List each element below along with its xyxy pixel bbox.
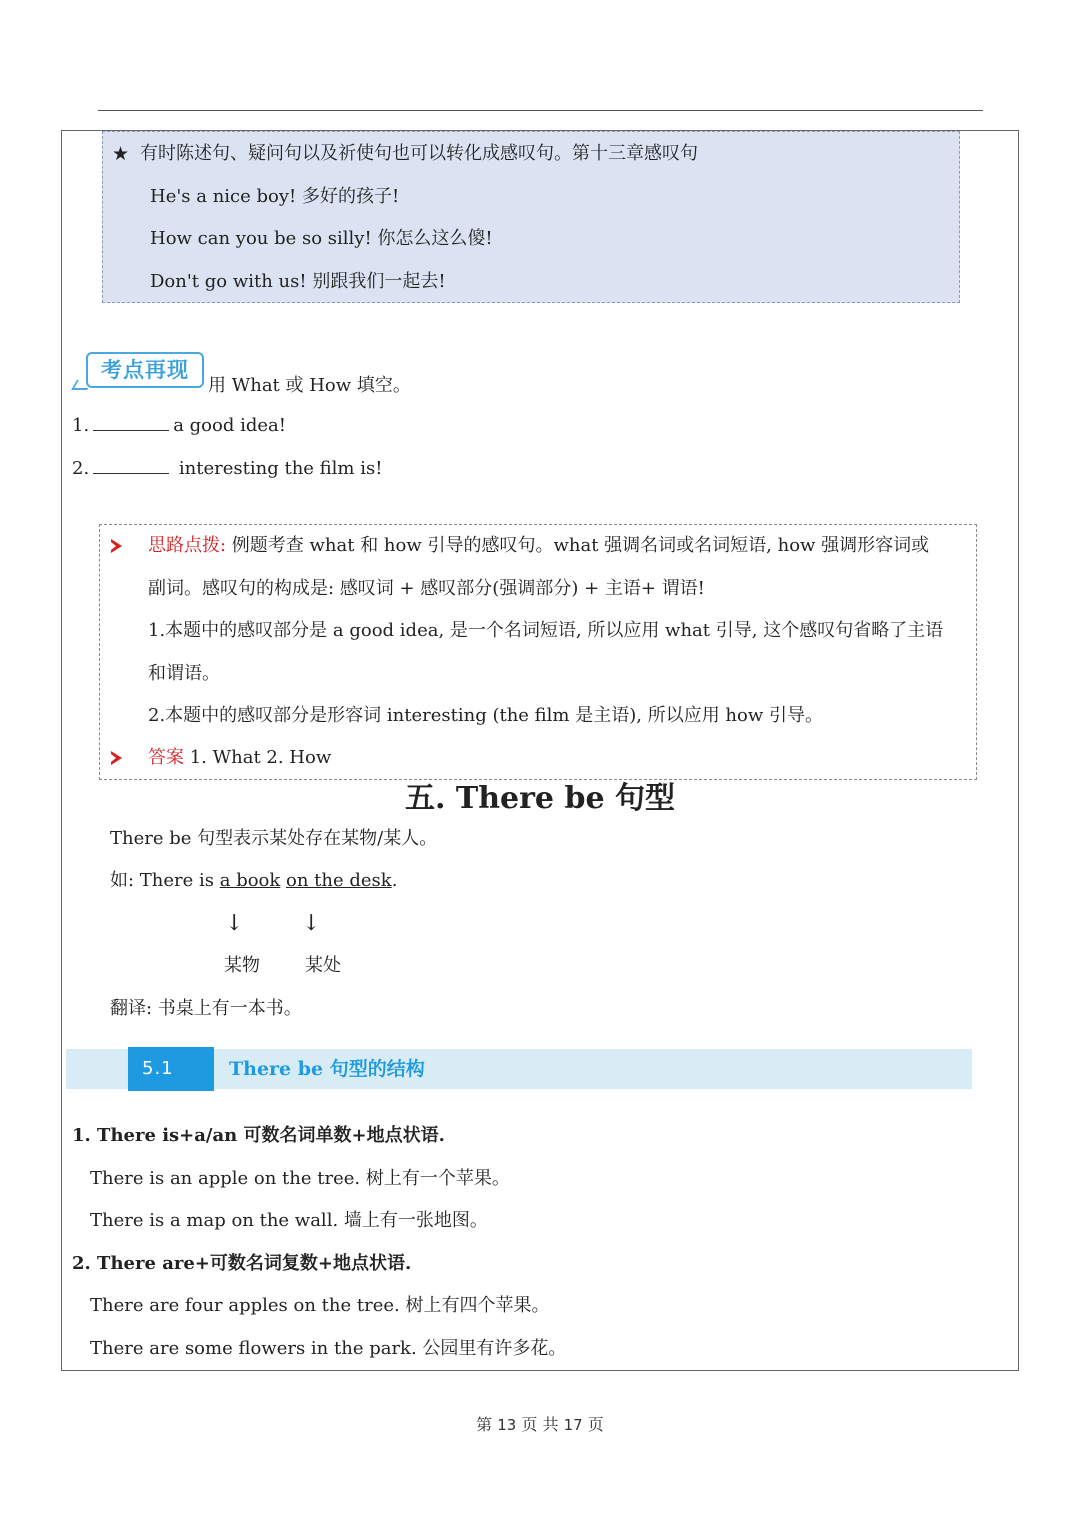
question-text: a good idea!: [173, 415, 286, 436]
exercise-instruction: 用 What 或 How 填空。: [208, 375, 411, 396]
kaodian-badge: [72, 350, 208, 394]
note-example: How can you be so silly! 你怎么这么傻!: [150, 228, 493, 249]
section-title: 五. There be 句型: [405, 781, 675, 816]
answer-label: 答案: [148, 747, 184, 768]
question-2: [72, 456, 382, 481]
tip-line: 1.本题中的感叹部分是 a good idea, 是一个名词短语, 所以应用 what 引导, 这个感叹句省略了主语: [148, 620, 944, 641]
total-pages: 17: [563, 1416, 583, 1434]
arrow-right-icon: [111, 539, 122, 553]
example-place: on the desk: [286, 870, 392, 891]
answer-line: [148, 746, 331, 770]
note-example: He's a nice boy! 多好的孩子!: [150, 186, 400, 207]
question-1: [72, 413, 286, 438]
tip-label: 思路点拨:: [148, 535, 227, 556]
tip-line: 2.本题中的感叹部分是形容词 interesting (the film 是主语), 所以应用 how 引导。: [148, 705, 823, 726]
answer-blank[interactable]: [93, 413, 169, 431]
tip-line: [148, 534, 929, 558]
note-example: Don't go with us! 别跟我们一起去!: [150, 271, 446, 292]
example-object: a book: [219, 870, 281, 891]
tip-text: 例题考查 what 和 how 引导的感叹句。what 强调名词或名词短语, how 强调形容词或: [226, 535, 930, 556]
question-number: 1.: [72, 415, 90, 436]
note-heading: 有时陈述句、疑问句以及祈使句也可以转化成感叹句。第十三章感叹句: [140, 143, 698, 164]
section-intro: There be 句型表示某处存在某物/某人。: [110, 828, 438, 849]
subsection-title: There be 句型的结构: [229, 1058, 425, 1080]
place-label: 某处: [305, 955, 341, 976]
example-end: .: [391, 870, 398, 891]
rule-example: There are four apples on the tree. 树上有四个苹果。: [90, 1295, 550, 1316]
example-prefix: 如: There is: [110, 870, 220, 891]
tip-line: 副词。感叹句的构成是: 感叹词 + 感叹部分(强调部分) + 主语+ 谓语!: [148, 578, 705, 599]
section-example: [110, 869, 397, 893]
tip-box: [99, 524, 977, 780]
tip-line: 和谓语。: [148, 663, 220, 684]
translation: 翻译: 书桌上有一本书。: [110, 998, 302, 1019]
question-number: 2.: [72, 458, 90, 479]
subsection-number: 5.1: [128, 1047, 214, 1091]
arrow-down-icon: ↓: [225, 911, 244, 936]
rule-example: There is a map on the wall. 墙上有一张地图。: [90, 1210, 488, 1231]
answer-text: 1. What 2. How: [184, 747, 332, 768]
footer-mid: 页 共: [516, 1415, 564, 1434]
page-footer: [0, 1414, 1080, 1436]
footer-post: 页: [582, 1415, 604, 1434]
badge-label: 考点再现: [86, 352, 204, 388]
question-text: interesting the film is!: [173, 458, 383, 479]
rule-heading: 2. There are+可数名词复数+地点状语.: [72, 1253, 412, 1274]
rule-heading: 1. There is+a/an 可数名词单数+地点状语.: [72, 1125, 445, 1146]
answer-blank[interactable]: [93, 456, 169, 474]
arrow-right-icon: [111, 751, 122, 765]
page-number: 13: [497, 1416, 517, 1434]
footer-pre: 第: [476, 1415, 498, 1434]
star-icon: ★: [112, 143, 130, 165]
rule-example: There is an apple on the tree. 树上有一个苹果。: [90, 1168, 510, 1189]
object-label: 某物: [224, 955, 260, 976]
rule-example: There are some flowers in the park. 公园里有许多花。: [90, 1338, 567, 1359]
header-rule: [98, 110, 983, 111]
arrow-down-icon: ↓: [302, 911, 321, 936]
